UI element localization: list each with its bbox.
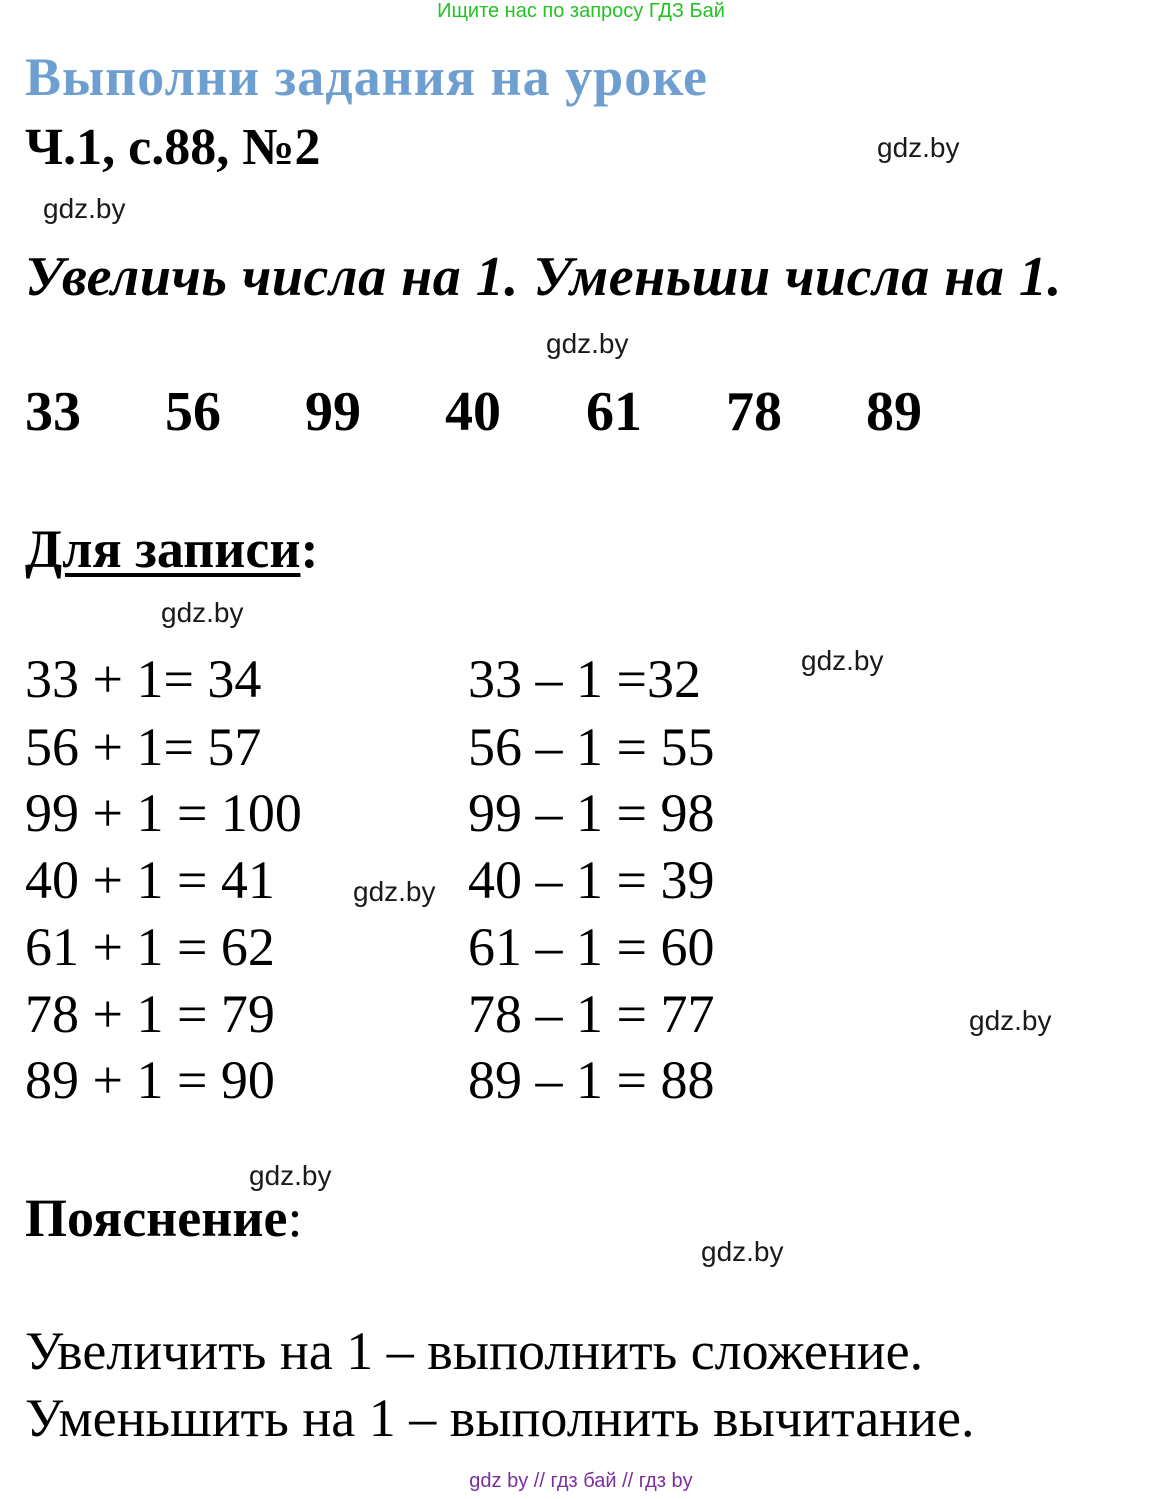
watermark: gdz.by xyxy=(43,193,126,224)
record-heading-colon: : xyxy=(300,519,319,579)
number-item: 56 xyxy=(165,381,221,443)
subtraction-equation: 56 – 1 = 55 xyxy=(468,717,715,777)
watermark: gdz.by xyxy=(801,645,884,676)
explanation-heading xyxy=(25,1187,302,1249)
addition-equation: 78 + 1 = 79 xyxy=(25,984,275,1044)
number-item: 33 xyxy=(25,381,81,443)
explanation-heading-text: Пояснение xyxy=(25,1188,288,1248)
number-item: 89 xyxy=(866,381,922,443)
number-item: 40 xyxy=(445,381,501,443)
task-instruction: Увеличь числа на 1. Уменьши числа на 1. xyxy=(25,246,1062,308)
record-heading-text: Для записи xyxy=(25,519,301,579)
addition-equation: 33 + 1= 34 xyxy=(25,649,262,709)
watermark: gdz.by xyxy=(249,1160,332,1191)
watermark: gdz.by xyxy=(161,597,244,628)
watermark: gdz.by xyxy=(701,1236,784,1267)
subtraction-equation: 89 – 1 = 88 xyxy=(468,1050,715,1110)
number-item: 99 xyxy=(305,381,361,443)
subtraction-equation: 61 – 1 = 60 xyxy=(468,917,715,977)
watermark: gdz.by xyxy=(969,1005,1052,1036)
subtraction-equation: 99 – 1 = 98 xyxy=(468,783,715,843)
explanation-line: Увеличить на 1 – выполнить сложение. xyxy=(25,1321,924,1381)
addition-equation: 56 + 1= 57 xyxy=(25,717,262,777)
watermark: gdz.by xyxy=(546,328,629,359)
subtraction-equation: 40 – 1 = 39 xyxy=(468,850,715,910)
watermark: gdz.by xyxy=(353,876,436,907)
top-search-hint[interactable]: Ищите нас по запросу ГДЗ Бай xyxy=(437,0,725,22)
watermark: gdz.by xyxy=(877,132,960,163)
number-item: 78 xyxy=(726,381,782,443)
subtraction-equation: 33 – 1 =32 xyxy=(468,649,701,709)
record-heading xyxy=(25,518,318,580)
explanation-heading-colon: : xyxy=(287,1188,303,1248)
addition-equation: 40 + 1 = 41 xyxy=(25,850,275,910)
explanation-line: Уменьшить на 1 – выполнить вычитание. xyxy=(25,1388,975,1448)
task-reference: Ч.1, с.88, №2 xyxy=(25,119,321,176)
section-title: Выполни задания на уроке xyxy=(25,47,708,107)
addition-equation: 89 + 1 = 90 xyxy=(25,1050,275,1110)
addition-equation: 61 + 1 = 62 xyxy=(25,917,275,977)
addition-equation: 99 + 1 = 100 xyxy=(25,783,302,843)
footer-links[interactable]: gdz by // гдз бай // гдз by xyxy=(469,1470,693,1492)
number-item: 61 xyxy=(586,381,642,443)
subtraction-equation: 78 – 1 = 77 xyxy=(468,984,715,1044)
